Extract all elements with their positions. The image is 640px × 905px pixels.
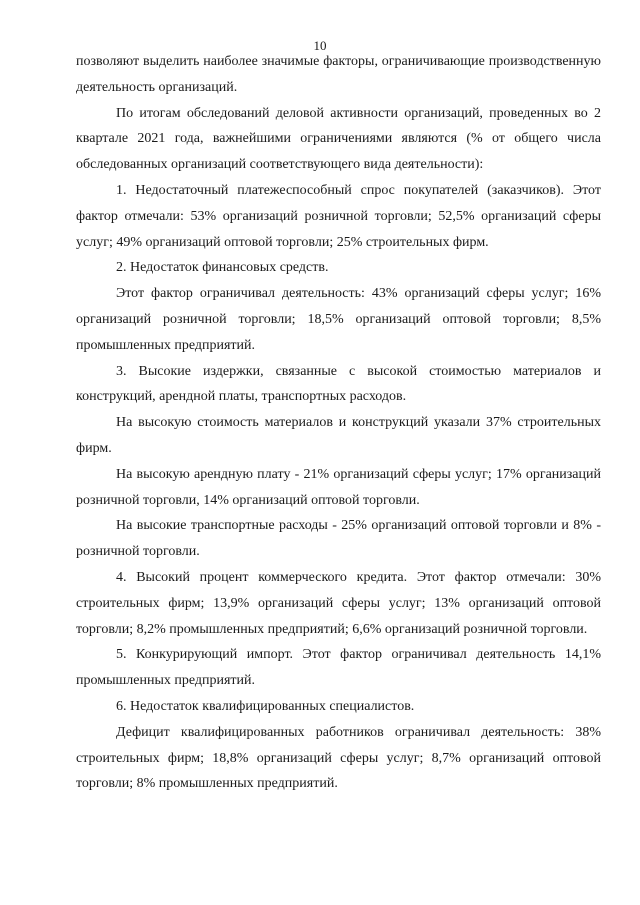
paragraph-factor-3-transport: На высокие транспортные расходы - 25% организаций оптовой торговли и 8% - розничной торговли. [76,518,601,560]
paragraph-factor-6-heading: 6. Недостаток квалифицированных специалистов. [116,698,415,714]
paragraph-factor-3-heading: 3. Высокие издержки, связанные с высокой стоимостью материалов и конструкций, арендной платы, транспортных расходов. [76,363,601,405]
page-number: 10 [313,38,327,53]
paragraph-continuation: позволяют выделить наиболее значимые факторы, ограничивающие производственную деятельность организаций. [76,54,601,95]
paragraph-factor-5: 5. Конкурирующий импорт. Этот фактор ограничивал деятельность 14,1% промышленных предприятий. [76,647,601,689]
paragraph-factor-1: 1. Недостаточный платежеспособный спрос покупателей (заказчиков). Этот фактор отмечали: 53% организаций розничной торговли; 52,5% организаций сферы услуг; 49% организаций оптовой торговли; 25% строительных фирм. [76,182,601,250]
paragraph-factor-2-heading: 2. Недостаток финансовых средств. [116,260,329,276]
paragraph-factor-3-materials: На высокую стоимость материалов и конструкций указали 37% строительных фирм. [76,415,601,456]
paragraph-factor-2-detail: Этот фактор ограничивал деятельность: 43% организаций сферы услуг; 16% организаций розничной торговли; 18,5% организаций оптовой торговли; 8,5% промышленных предприятий. [76,286,601,353]
paragraph-factor-6-detail: Дефицит квалифицированных работников ограничивал деятельность: 38% строительных фирм; 18,8% организаций сферы услуг; 8,7% организаций оптовой торговли; 8% промышленных предприятий. [76,724,601,792]
paragraph-factor-3-rent: На высокую арендную плату - 21% организаций сферы услуг; 17% организаций розничной торговли, 14% организаций оптовой торговли. [76,466,601,508]
paragraph-factor-4: 4. Высокий процент коммерческого кредита. Этот фактор отмечали: 30% строительных фирм; 13,9% организаций сферы услуг; 13% организаций оптовой торговли; 8,2% промышленных предприятий; 6,6% организаций розничной торговли. [76,569,601,637]
paragraph-intro: По итогам обследований деловой активности организаций, проведенных во 2 квартале 2021 года, важнейшими ограничениями являются (% от общего числа обследованных организаций соответствующего вида деятельности): [76,105,601,173]
document-body [76,49,601,797]
